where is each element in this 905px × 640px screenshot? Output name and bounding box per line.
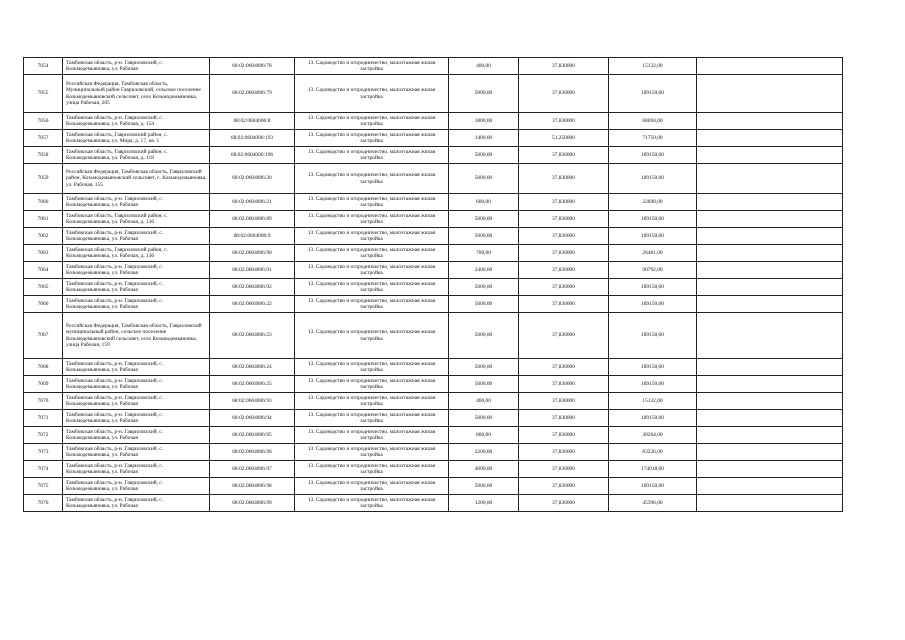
area-cell: 5000,00 <box>449 279 519 296</box>
address-cell: Тамбовская область, р-н. Гавриловский, с. Козьмодемьяновка, ул. Рабочая <box>63 495 210 512</box>
cadastral-value-cell: 189150,00 <box>609 313 697 359</box>
empty-cell <box>697 211 843 228</box>
row-number-cell: 7056 <box>24 113 63 130</box>
cadastral-value-cell: 189150,00 <box>609 359 697 376</box>
empty-cell <box>697 296 843 313</box>
address-cell: Тамбовская область, р-н. Гавриловский, с. Козьмодемьяновка, ул. Рабочая <box>63 228 210 245</box>
empty-cell <box>697 262 843 279</box>
specific-value-cell: 37,830000 <box>519 228 609 245</box>
specific-value-cell: 37,830000 <box>519 359 609 376</box>
address-cell: Тамбовская область, р-н. Гавриловский, с. Козьмодемьяновка, ул. Рабочая <box>63 393 210 410</box>
specific-value-cell: 37,830000 <box>519 410 609 427</box>
table-row <box>24 427 843 444</box>
cadastral-value-cell: 68094,00 <box>609 113 697 130</box>
table-row <box>24 75 843 113</box>
row-number-cell: 7075 <box>24 478 63 495</box>
empty-cell <box>697 444 843 461</box>
cadastral-value-cell: 90792,00 <box>609 262 697 279</box>
specific-value-cell: 37,830000 <box>519 478 609 495</box>
row-number-cell: 7057 <box>24 130 63 147</box>
cadastral-number-cell: 68:02:0604006:90 <box>210 245 295 262</box>
empty-cell <box>697 75 843 113</box>
land-use-cell: 13. Садоводство и огородничество, малоэтажная жилая застройка <box>295 113 449 130</box>
address-cell: Тамбовская область, р-н. Гавриловский, с. Козьмодемьяновка, ул. Рабочая <box>63 478 210 495</box>
empty-cell <box>697 130 843 147</box>
area-cell: 800,00 <box>449 427 519 444</box>
table-row <box>24 495 843 512</box>
cadastral-value-cell: 189150,00 <box>609 478 697 495</box>
land-use-cell: 13. Садоводство и огородничество, малоэтажная жилая застройка <box>295 376 449 393</box>
cadastral-value-cell: 189150,00 <box>609 228 697 245</box>
specific-value-cell: 37,830000 <box>519 164 609 194</box>
area-cell: 5000,00 <box>449 228 519 245</box>
empty-cell <box>697 393 843 410</box>
empty-cell <box>697 164 843 194</box>
empty-cell <box>697 359 843 376</box>
address-cell: Тамбовская область, р-н. Гавриловский, с. Козьмодемьяновка, ул. Рабочая <box>63 376 210 393</box>
table-row <box>24 194 843 211</box>
specific-value-cell: 37,830000 <box>519 279 609 296</box>
table-row <box>24 279 843 296</box>
area-cell: 1400,00 <box>449 130 519 147</box>
address-cell: Тамбовская область, р-н. Гавриловский, с. Козьмодемьяновка, ул. Рабочая <box>63 194 210 211</box>
empty-cell <box>697 245 843 262</box>
cadastral-value-cell: 189150,00 <box>609 279 697 296</box>
empty-cell <box>697 410 843 427</box>
address-cell: Тамбовская область, р-н. Гавриловский, с. Козьмодемьяновка, ул. Рабочая <box>63 427 210 444</box>
empty-cell <box>697 228 843 245</box>
cadastral-value-cell: 15132,00 <box>609 58 697 75</box>
empty-cell <box>697 478 843 495</box>
cadastral-value-cell: 189150,00 <box>609 147 697 164</box>
address-cell: Тамбовская область, р-н. Гавриловский, с. Козьмодемьяновка, ул. Рабочая <box>63 444 210 461</box>
table-row <box>24 410 843 427</box>
row-number-cell: 7055 <box>24 75 63 113</box>
empty-cell <box>697 58 843 75</box>
cadastral-value-cell: 71750,00 <box>609 130 697 147</box>
area-cell: 5000,00 <box>449 296 519 313</box>
cadastral-number-cell: 68:02:0604006:193 <box>210 130 295 147</box>
cadastral-number-cell: 68:02:0604006:24 <box>210 359 295 376</box>
empty-cell <box>697 279 843 296</box>
specific-value-cell: 37,830000 <box>519 461 609 478</box>
cadastral-number-cell: 68:02:0604006:95 <box>210 427 295 444</box>
row-number-cell: 7074 <box>24 461 63 478</box>
area-cell: 5000,00 <box>449 75 519 113</box>
cadastral-value-cell: 189150,00 <box>609 410 697 427</box>
area-cell: 5000,00 <box>449 376 519 393</box>
row-number-cell: 7054 <box>24 58 63 75</box>
row-number-cell: 7062 <box>24 228 63 245</box>
specific-value-cell: 37,830000 <box>519 194 609 211</box>
table-row <box>24 147 843 164</box>
cadastral-number-cell: 68:02:0604006:92 <box>210 279 295 296</box>
cadastral-value-cell: 83226,00 <box>609 444 697 461</box>
empty-cell <box>697 313 843 359</box>
land-use-cell: 13. Садоводство и огородничество, малоэтажная жилая застройка <box>295 279 449 296</box>
area-cell: 5000,00 <box>449 410 519 427</box>
specific-value-cell: 37,830000 <box>519 113 609 130</box>
land-use-cell: 13. Садоводство и огородничество, малоэтажная жилая застройка <box>295 164 449 194</box>
specific-value-cell: 37,830000 <box>519 75 609 113</box>
land-use-cell: 13. Садоводство и огородничество, малоэтажная жилая застройка <box>295 245 449 262</box>
row-number-cell: 7070 <box>24 393 63 410</box>
cadastral-value-cell: 45396,00 <box>609 495 697 512</box>
address-cell: Тамбовская область, Гавриловский район, с. Козьмодемьяновка, ул. Рабочая, д. 136 <box>63 245 210 262</box>
specific-value-cell: 37,830000 <box>519 262 609 279</box>
cadastral-number-cell: 68:02:0604006:23 <box>210 313 295 359</box>
table-row <box>24 130 843 147</box>
land-use-cell: 13. Садоводство и огородничество, малоэтажная жилая застройка <box>295 194 449 211</box>
specific-value-cell: 37,830000 <box>519 296 609 313</box>
specific-value-cell: 37,830000 <box>519 376 609 393</box>
area-cell: 5000,00 <box>449 147 519 164</box>
row-number-cell: 7064 <box>24 262 63 279</box>
land-use-cell: 13. Садоводство и огородничество, малоэтажная жилая застройка <box>295 296 449 313</box>
area-cell: 2200,00 <box>449 444 519 461</box>
table-row <box>24 113 843 130</box>
address-cell: Тамбовская область, р-н. Гавриловский, с. Козьмодемьяновка, ул. Рабочая <box>63 296 210 313</box>
address-cell: Тамбовская область, Гавриловский район, с. Козьмодемьяновка, ул. Мира, д. 17, кв. 1 <box>63 130 210 147</box>
address-cell: Тамбовская область, р-н. Гавриловский, с. Козьмодемьяновка, ул. Рабочая, д. 154 <box>63 113 210 130</box>
cadastral-value-cell: 189150,00 <box>609 296 697 313</box>
cadastral-number-cell: 68:02:0604006:78 <box>210 58 295 75</box>
row-number-cell: 7071 <box>24 410 63 427</box>
table-row <box>24 393 843 410</box>
row-number-cell: 7067 <box>24 313 63 359</box>
cadastral-number-cell: 68:02:0604006:20 <box>210 164 295 194</box>
specific-value-cell: 37,830000 <box>519 147 609 164</box>
cadastral-value-cell: 189150,00 <box>609 164 697 194</box>
land-use-cell: 13. Садоводство и огородничество, малоэтажная жилая застройка <box>295 427 449 444</box>
cadastral-number-cell: 68:02:0604006:9 <box>210 228 295 245</box>
cadastral-value-cell: 189150,00 <box>609 211 697 228</box>
row-number-cell: 7065 <box>24 279 63 296</box>
table-row <box>24 313 843 359</box>
cadastral-number-cell: 68:02:0604006:89 <box>210 211 295 228</box>
land-use-cell: 13. Садоводство и огородничество, малоэтажная жилая застройка <box>295 147 449 164</box>
cadastral-number-cell: 68:02:0604006:99 <box>210 495 295 512</box>
empty-cell <box>697 147 843 164</box>
row-number-cell: 7072 <box>24 427 63 444</box>
specific-value-cell: 51,250000 <box>519 130 609 147</box>
cadastral-number-cell: 68:02:0604006:21 <box>210 194 295 211</box>
cadastral-number-cell: 68:02:0604006:96 <box>210 444 295 461</box>
cadastral-value-cell: 30264,00 <box>609 427 697 444</box>
cadastral-number-cell: 68:02:0604006:94 <box>210 410 295 427</box>
land-use-cell: 13. Садоводство и огородничество, малоэтажная жилая застройка <box>295 410 449 427</box>
table-row <box>24 245 843 262</box>
land-use-cell: 13. Садоводство и огородничество, малоэтажная жилая застройка <box>295 461 449 478</box>
specific-value-cell: 37,830000 <box>519 58 609 75</box>
land-use-cell: 13. Садоводство и огородничество, малоэтажная жилая застройка <box>295 393 449 410</box>
table-row <box>24 228 843 245</box>
address-cell: Российская Федерация, Тамбовская область, Муниципальный район Гавриловский, сельское поселение Козьмодемьяновский сельсовет, село Козьмодемьяновка, улица Рабочая, 205 <box>63 75 210 113</box>
area-cell: 400,00 <box>449 393 519 410</box>
land-use-cell: 13. Садоводство и огородничество, малоэтажная жилая застройка <box>295 495 449 512</box>
row-number-cell: 7063 <box>24 245 63 262</box>
land-use-cell: 13. Садоводство и огородничество, малоэтажная жилая застройка <box>295 444 449 461</box>
address-cell: Тамбовская область, р-н. Гавриловский, с. Козьмодемьяновка, ул. Рабочая <box>63 461 210 478</box>
empty-cell <box>697 194 843 211</box>
cadastral-value-cell: 189150,00 <box>609 376 697 393</box>
table-row <box>24 444 843 461</box>
cadastral-value-cell: 22698,00 <box>609 194 697 211</box>
address-cell: Российская Федерация, Тамбовская область, Гавриловский муниципальный район, сельское поселение Козьмодемьяновский сельсовет, село Козьмодемьяновка, улица Рабочая, 159 <box>63 313 210 359</box>
address-cell: Российская Федерация, Тамбовская область, Гавриловский район, Козьмодемьяновский сельсовет, с. Козьмодемьяновка, ул. Рабочая, 155 <box>63 164 210 194</box>
row-number-cell: 7059 <box>24 164 63 194</box>
specific-value-cell: 37,830000 <box>519 313 609 359</box>
cadastral-number-cell: 68:02:0604006:97 <box>210 461 295 478</box>
row-number-cell: 7069 <box>24 376 63 393</box>
cadastral-number-cell: 68:02:0604006:98 <box>210 478 295 495</box>
area-cell: 1200,00 <box>449 495 519 512</box>
address-cell: Тамбовская область, р-н. Гавриловский, с. Козьмодемьяновка, ул. Рабочая <box>63 262 210 279</box>
cadastral-number-cell: 68:02:0604006:196 <box>210 147 295 164</box>
specific-value-cell: 37,830000 <box>519 427 609 444</box>
cadastral-value-cell: 189150,00 <box>609 75 697 113</box>
row-number-cell: 7061 <box>24 211 63 228</box>
empty-cell <box>697 376 843 393</box>
land-value-table <box>23 57 843 512</box>
address-cell: Тамбовская область, р-н. Гавриловский, с. Козьмодемьяновка, ул. Рабочая <box>63 58 210 75</box>
land-use-cell: 13. Садоводство и огородничество, малоэтажная жилая застройка <box>295 228 449 245</box>
land-use-cell: 13. Садоводство и огородничество, малоэтажная жилая застройка <box>295 313 449 359</box>
row-number-cell: 7066 <box>24 296 63 313</box>
area-cell: 5000,00 <box>449 211 519 228</box>
land-use-cell: 13. Садоводство и огородничество, малоэтажная жилая застройка <box>295 478 449 495</box>
address-cell: Тамбовская область, р-н. Гавриловский, с. Козьмодемьяновка, ул. Рабочая <box>63 359 210 376</box>
cadastral-value-cell: 26481,00 <box>609 245 697 262</box>
cadastral-value-cell: 15132,00 <box>609 393 697 410</box>
table-row <box>24 359 843 376</box>
table-row <box>24 211 843 228</box>
cadastral-number-cell: 68:02:0604006:79 <box>210 75 295 113</box>
area-cell: 5000,00 <box>449 313 519 359</box>
table-row <box>24 478 843 495</box>
address-cell: Тамбовская область, р-н. Гавриловский, с. Козьмодемьяновка, ул. Рабочая <box>63 410 210 427</box>
specific-value-cell: 37,830000 <box>519 245 609 262</box>
area-cell: 400,00 <box>449 58 519 75</box>
specific-value-cell: 37,830000 <box>519 393 609 410</box>
address-cell: Тамбовская область, Гавриловский район, с. Козьмодемьяновка, ул. Рабочая, д. 136 <box>63 211 210 228</box>
area-cell: 5000,00 <box>449 478 519 495</box>
table-body <box>24 58 843 512</box>
area-cell: 700,00 <box>449 245 519 262</box>
row-number-cell: 7058 <box>24 147 63 164</box>
area-cell: 5000,00 <box>449 164 519 194</box>
specific-value-cell: 37,830000 <box>519 444 609 461</box>
land-use-cell: 13. Садоводство и огородничество, малоэтажная жилая застройка <box>295 130 449 147</box>
land-use-cell: 13. Садоводство и огородничество, малоэтажная жилая застройка <box>295 359 449 376</box>
empty-cell <box>697 495 843 512</box>
row-number-cell: 7060 <box>24 194 63 211</box>
address-cell: Тамбовская область, Гавриловский район, с. Козьмодемьяновка, ул. Рабочая, д. 118 <box>63 147 210 164</box>
table-row <box>24 461 843 478</box>
area-cell: 4600,00 <box>449 461 519 478</box>
row-number-cell: 7073 <box>24 444 63 461</box>
cadastral-number-cell: 68:02:0604006:91 <box>210 262 295 279</box>
row-number-cell: 7068 <box>24 359 63 376</box>
land-use-cell: 13. Садоводство и огородничество, малоэтажная жилая застройка <box>295 211 449 228</box>
table-row <box>24 376 843 393</box>
table-row <box>24 262 843 279</box>
area-cell: 5000,00 <box>449 359 519 376</box>
area-cell: 2400,00 <box>449 262 519 279</box>
specific-value-cell: 37,830000 <box>519 211 609 228</box>
cadastral-number-cell: 68:02:0604006:8 <box>210 113 295 130</box>
land-use-cell: 13. Садоводство и огородничество, малоэтажная жилая застройка <box>295 75 449 113</box>
table-row <box>24 296 843 313</box>
empty-cell <box>697 113 843 130</box>
empty-cell <box>697 427 843 444</box>
cadastral-number-cell: 68:02:0604006:93 <box>210 393 295 410</box>
address-cell: Тамбовская область, р-н. Гавриловский, с. Козьмодемьяновка, ул. Рабочая <box>63 279 210 296</box>
row-number-cell: 7076 <box>24 495 63 512</box>
cadastral-number-cell: 68:02:0604006:25 <box>210 376 295 393</box>
area-cell: 1800,00 <box>449 113 519 130</box>
cadastral-number-cell: 68:02:0604006:22 <box>210 296 295 313</box>
specific-value-cell: 37,830000 <box>519 495 609 512</box>
land-use-cell: 13. Садоводство и огородничество, малоэтажная жилая застройка <box>295 262 449 279</box>
area-cell: 600,00 <box>449 194 519 211</box>
land-use-cell: 13. Садоводство и огородничество, малоэтажная жилая застройка <box>295 58 449 75</box>
empty-cell <box>697 461 843 478</box>
cadastral-value-cell: 174018,00 <box>609 461 697 478</box>
table-row <box>24 58 843 75</box>
table-row <box>24 164 843 194</box>
